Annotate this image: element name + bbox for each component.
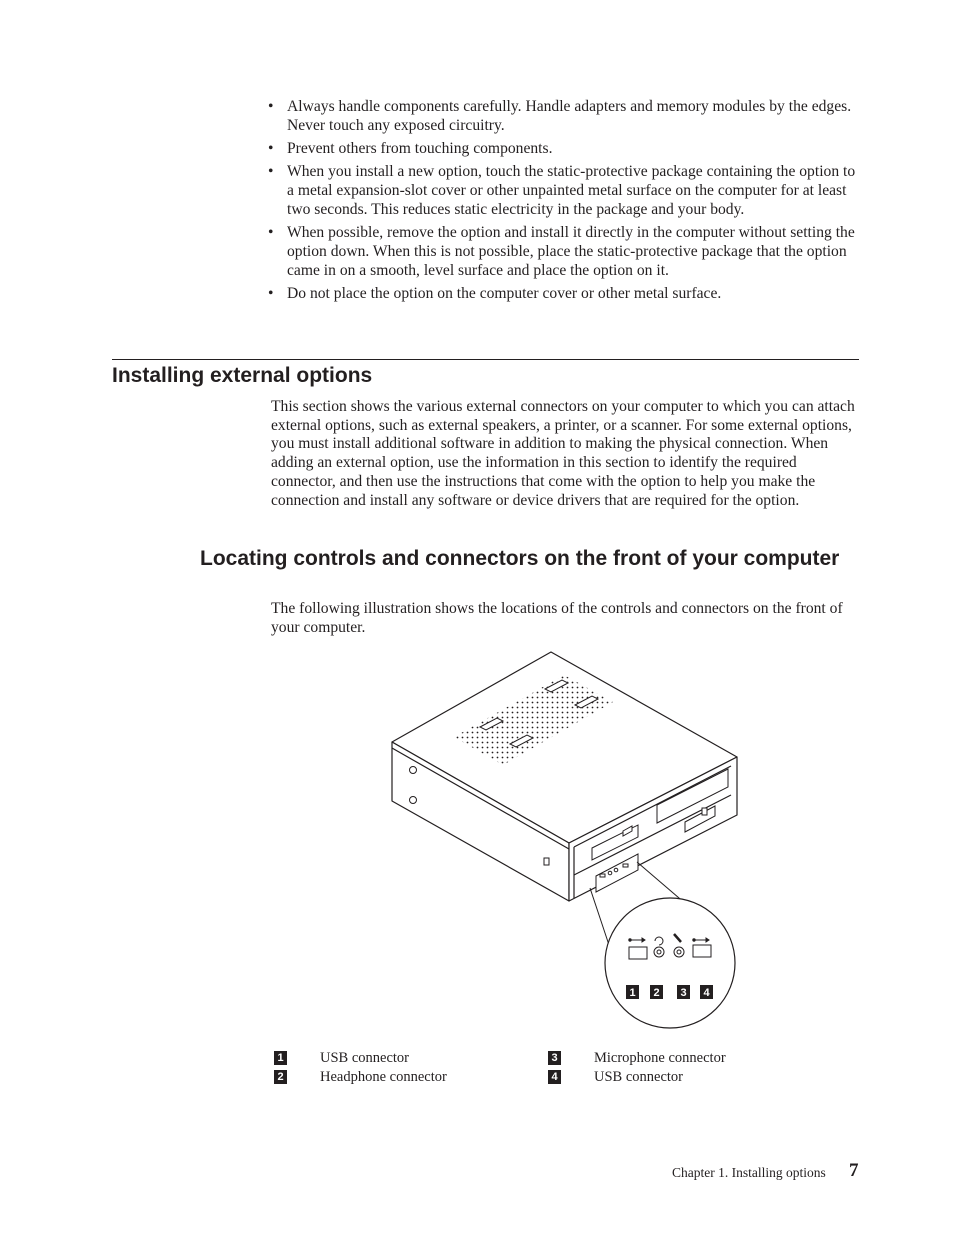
legend-item: 2 Headphone connector bbox=[274, 1070, 287, 1084]
bullet-item: • Do not place the option on the computer cover or other metal surface. bbox=[268, 285, 722, 303]
section-divider bbox=[112, 359, 859, 360]
section-body-front-connectors: The following illustration shows the locations of the controls and connectors on the front of your computer. bbox=[271, 600, 843, 636]
callout-1-label: 1 bbox=[629, 987, 636, 999]
callout-2-label: 2 bbox=[653, 987, 660, 999]
usb-port-4 bbox=[693, 945, 711, 957]
legend-item: 4 USB connector bbox=[548, 1070, 561, 1084]
callout-4-label: 4 bbox=[703, 987, 710, 999]
screw-icon bbox=[410, 797, 417, 804]
section-heading-front-connectors: Locating controls and connectors on the front of your computer bbox=[200, 547, 840, 570]
magnified-view bbox=[605, 898, 735, 1028]
screw-icon bbox=[410, 767, 417, 774]
latch-icon bbox=[544, 858, 549, 865]
footer-chapter: Chapter 1. Installing options bbox=[672, 1165, 826, 1180]
section-heading-installing-external-options: Installing external options bbox=[112, 364, 373, 387]
bullet-item: • When possible, remove the option and install it directly in the computer without setting the option down. When this is not possible, place the static-protective package that the option came in on a smooth, level surface and place the option on it. bbox=[268, 224, 855, 279]
bullet-list bbox=[268, 98, 860, 308]
leader-line bbox=[590, 888, 611, 951]
computer-front-illustration bbox=[380, 645, 745, 1035]
legend-item: 3 Microphone connector bbox=[548, 1051, 561, 1065]
bullet-item: • Always handle components carefully. Handle adapters and memory modules by the edges. Never touch any exposed circuitry. bbox=[268, 98, 852, 134]
usb-port-1 bbox=[629, 947, 647, 959]
bullet-item: • When you install a new option, touch the static-protective package containing the option to a metal expansion-slot cover or other unpainted metal surface on the computer for at least two seconds. This reduces static electricity in the package and your body. bbox=[268, 163, 856, 218]
callout-3-label: 3 bbox=[680, 987, 687, 999]
legend-item: 1 USB connector bbox=[274, 1051, 287, 1065]
section-body-external-options: This section shows the various external connectors on your computer to which you can attach external options, such as external speakers, a printer, or a scanner. For some external options, you must install additional software in addition to making the physical connection. When adding an external option, use the information in this section to identify the required connector, and then use the instructions that come with the option to help you make the connection and install any software or device drivers that are required for the option. bbox=[271, 398, 855, 509]
bullet-item: • Prevent others from touching components. bbox=[268, 140, 553, 158]
page-number: 7 bbox=[849, 1160, 859, 1181]
